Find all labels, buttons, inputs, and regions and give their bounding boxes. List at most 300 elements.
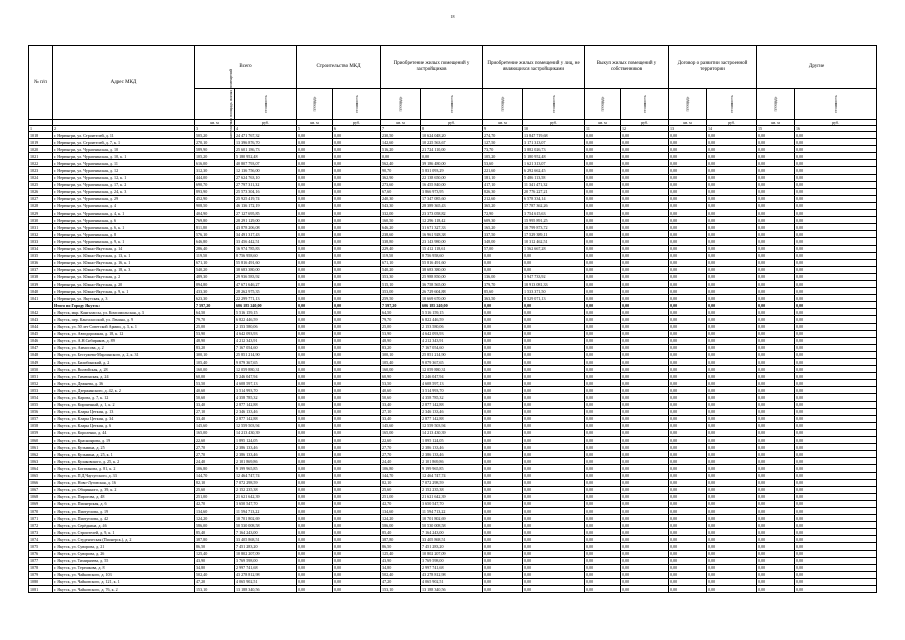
value-cell: 0,00	[795, 564, 877, 571]
value-cell: 0,00	[707, 181, 757, 188]
table-row	[29, 564, 877, 571]
value-cell: 12 059 880,31	[235, 366, 297, 373]
value-cell: 0,00	[483, 536, 523, 543]
table-row	[29, 586, 877, 593]
value-cell: 0,00	[585, 273, 621, 280]
value-cell: 0,00	[707, 571, 757, 578]
row-number: 1067	[29, 486, 53, 493]
value-cell: 27,70	[195, 444, 235, 451]
value-cell: 50 530 008,58	[421, 522, 483, 529]
table-row	[29, 252, 877, 259]
value-cell: 0,00	[297, 181, 333, 188]
value-cell: 21 724 110,00	[421, 146, 483, 153]
value-cell: 0,00	[669, 507, 707, 514]
value-cell: 0,00	[707, 167, 757, 174]
value-cell: 0,00	[297, 188, 333, 195]
value-cell: 0,00	[585, 486, 621, 493]
table-row	[29, 451, 877, 458]
value-cell: 332,00	[381, 210, 421, 217]
value-cell: 0,00	[585, 507, 621, 514]
column-number: 2	[53, 126, 195, 132]
value-cell: 0,00	[585, 408, 621, 415]
value-cell: 0,00	[621, 153, 669, 160]
value-cell: 0,00	[757, 316, 795, 323]
value-cell: 0,00	[621, 139, 669, 146]
value-cell: 0,00	[757, 536, 795, 543]
value-cell: 0,00	[585, 415, 621, 422]
table-row	[29, 153, 877, 160]
value-cell: 273,60	[381, 181, 421, 188]
value-cell: 0,00	[757, 444, 795, 451]
table-row	[29, 174, 877, 181]
value-cell: 0,00	[757, 366, 795, 373]
value-cell: 0,00	[483, 550, 523, 557]
value-cell: 0,00	[757, 337, 795, 344]
value-cell: 0,00	[757, 195, 795, 202]
address-cell: г. Нерюнгри, ул. Чурапчинская, д. 6	[53, 217, 195, 224]
column-number: 5	[297, 126, 333, 132]
value-cell: 0,00	[757, 174, 795, 181]
value-cell: 4 358 785,32	[235, 394, 297, 401]
value-cell: 10 701 802,69	[235, 515, 297, 522]
value-cell: 502,40	[381, 571, 421, 578]
value-cell: 144,70	[381, 472, 421, 479]
value-cell: 0,00	[795, 458, 877, 465]
value-cell: 0,00	[757, 465, 795, 472]
value-cell: 0,00	[585, 500, 621, 507]
address-cell: г. Якутск, ул. Кузьмина, д. 25	[53, 444, 195, 451]
value-cell: 0,00	[669, 359, 707, 366]
value-cell: 0,00	[669, 238, 707, 245]
value-cell: 0,00	[707, 500, 757, 507]
value-cell: 0,00	[333, 529, 381, 536]
subheader-area: площадь	[669, 89, 707, 120]
value-cell: 33 405 868,51	[421, 536, 483, 543]
value-cell: 5 516 159,15	[421, 309, 483, 316]
value-cell: 72,90	[483, 210, 523, 217]
value-cell: 0,00	[297, 210, 333, 217]
value-cell: 0,00	[585, 224, 621, 231]
value-cell: 0,00	[757, 273, 795, 280]
value-cell: 671,10	[381, 259, 421, 266]
row-number: 1050	[29, 366, 53, 373]
value-cell: 0,00	[707, 273, 757, 280]
value-cell: 0,00	[523, 408, 585, 415]
row-number: 1066	[29, 479, 53, 486]
unit-rub: руб.	[523, 120, 585, 126]
value-cell: 0,00	[757, 451, 795, 458]
value-cell: 0,00	[523, 550, 585, 557]
value-cell: 0,00	[707, 387, 757, 394]
table-row	[29, 543, 877, 550]
address-cell: г. Якутск, ул. Красноярова, д. 19	[53, 437, 195, 444]
value-cell: 48,90	[195, 337, 235, 344]
table-row	[29, 394, 877, 401]
value-cell: 0,00	[707, 536, 757, 543]
address-cell: г. Якутск, ул. Дежнева, д. 36	[53, 380, 195, 387]
value-cell: 0,00	[669, 188, 707, 195]
value-cell: 0,00	[523, 458, 585, 465]
value-cell: 0,00	[621, 167, 669, 174]
table-row	[29, 472, 877, 479]
value-cell: 5 180 952,48	[523, 153, 585, 160]
value-cell: 0,00	[297, 245, 333, 252]
value-cell: 0,00	[707, 174, 757, 181]
unit-m2: кв. м	[757, 120, 795, 126]
value-cell: 338,80	[381, 238, 421, 245]
value-cell: 11 594 713,22	[235, 507, 297, 514]
column-number: 9	[483, 126, 523, 132]
subheader-cost: стоимость	[707, 89, 757, 120]
value-cell: 0,00	[795, 515, 877, 522]
value-cell: 606 185 240,00	[421, 302, 483, 309]
value-cell: 0,00	[523, 344, 585, 351]
row-number: 1038	[29, 273, 53, 280]
address-cell: г. Якутск, ул. Билибинский, д. 2	[53, 359, 195, 366]
value-cell: 3 866 973,95	[421, 188, 483, 195]
value-cell: 0,00	[523, 401, 585, 408]
value-cell: 0,00	[707, 550, 757, 557]
value-cell: 0,00	[669, 252, 707, 259]
value-cell: 0,00	[707, 373, 757, 380]
value-cell: 55 816 491,60	[235, 259, 297, 266]
value-cell: 0,00	[333, 344, 381, 351]
value-cell: 38 683 380,00	[421, 266, 483, 273]
value-cell: 0,00	[333, 444, 381, 451]
row-number: 1051	[29, 373, 53, 380]
value-cell: 0,00	[795, 323, 877, 330]
value-cell: 0,00	[795, 493, 877, 500]
value-cell: 2 877 142,88	[235, 401, 297, 408]
value-cell: 0,00	[585, 280, 621, 287]
value-cell: 0,00	[757, 415, 795, 422]
value-cell: 0,00	[795, 586, 877, 593]
value-cell: 0,00	[669, 273, 707, 280]
value-cell: 0,00	[757, 280, 795, 287]
value-cell: 160,50	[381, 217, 421, 224]
value-cell: 0,00	[795, 153, 877, 160]
value-cell: 0,00	[621, 380, 669, 387]
value-cell: 0,00	[669, 202, 707, 209]
value-cell: 0,00	[669, 408, 707, 415]
value-cell: 5 486 113,58	[523, 174, 585, 181]
row-number: 1074	[29, 536, 53, 543]
address-cell: г. Якутск, ул. Терешкова, д. 8	[53, 564, 195, 571]
value-cell: 0,00	[707, 359, 757, 366]
value-cell: 165,20	[483, 224, 523, 231]
value-cell: 0,00	[669, 486, 707, 493]
value-cell: 0,00	[483, 366, 523, 373]
value-cell: 0,00	[333, 132, 381, 139]
value-cell: 13 396 876,70	[235, 139, 297, 146]
row-number: 1049	[29, 359, 53, 366]
value-cell: 0,00	[333, 557, 381, 564]
value-cell: 48,90	[381, 337, 421, 344]
value-cell: 0,00	[707, 160, 757, 167]
value-cell: 13 847 719,68	[523, 132, 585, 139]
value-cell: 22,60	[195, 437, 235, 444]
value-cell: 0,00	[297, 217, 333, 224]
value-cell: 0,00	[757, 586, 795, 593]
value-cell: 8 756 958,60	[235, 252, 297, 259]
value-cell: 145,60	[195, 422, 235, 429]
value-cell: 0,00	[523, 366, 585, 373]
table-row	[29, 266, 877, 273]
value-cell: 0,00	[707, 309, 757, 316]
value-cell: 0,00	[523, 578, 585, 585]
value-cell: 105,40	[195, 359, 235, 366]
value-cell: 0,00	[707, 195, 757, 202]
value-cell: 0,00	[585, 536, 621, 543]
value-cell: 2 877 142,88	[421, 415, 483, 422]
value-cell: 4 642 093,93	[421, 330, 483, 337]
value-cell: 0,00	[757, 288, 795, 295]
value-cell: 0,00	[669, 493, 707, 500]
row-number: 1052	[29, 380, 53, 387]
unit-rub: руб.	[235, 120, 297, 126]
value-cell: 0,00	[333, 146, 381, 153]
value-cell: 0,00	[621, 387, 669, 394]
table-row	[29, 437, 877, 444]
value-cell: 40 807 793,07	[235, 160, 297, 167]
value-cell: 259,50	[381, 295, 421, 302]
value-cell: 0,00	[585, 366, 621, 373]
value-cell: 0,00	[757, 302, 795, 309]
value-cell: 0,00	[757, 344, 795, 351]
value-cell: 27,10	[195, 408, 235, 415]
address-cell: г. Якутск, ул. Ново-Луговская, д. 16	[53, 479, 195, 486]
value-cell: 1 895 124,05	[235, 437, 297, 444]
address-cell: г. Нерюнгри, ул. Чурапчинская, д. 10	[53, 146, 195, 153]
value-cell: 353,30	[381, 273, 421, 280]
value-cell: 0,00	[297, 153, 333, 160]
value-cell: 0,00	[707, 302, 757, 309]
value-cell: 0,00	[757, 422, 795, 429]
value-cell: 64,50	[195, 309, 235, 316]
value-cell: 0,00	[707, 437, 757, 444]
address-cell: г. Якутск, ул. Короленко, д. 44	[53, 429, 195, 436]
value-cell: 0,00	[585, 288, 621, 295]
address-cell: г. Нерюнгри, ул. Южно-Якутская, д. 2	[53, 273, 195, 280]
value-cell: 0,00	[333, 394, 381, 401]
value-cell: 0,00	[621, 195, 669, 202]
table-row	[29, 507, 877, 514]
address-cell: г. Нерюнгри, ул. Южно-Якутская, д. 14	[53, 245, 195, 252]
value-cell: 0,00	[297, 337, 333, 344]
value-cell: 0,00	[333, 174, 381, 181]
value-cell: 125,40	[381, 550, 421, 557]
value-cell: 0,00	[585, 401, 621, 408]
value-cell: 0,00	[333, 359, 381, 366]
value-cell: 562,40	[381, 160, 421, 167]
value-cell: 0,00	[757, 295, 795, 302]
address-cell: г. Якутск, ул. Студенческая (Пионерск.), д. 2	[53, 536, 195, 543]
table-row	[29, 146, 877, 153]
table-row	[29, 571, 877, 578]
subheader-area: площадь	[757, 89, 795, 120]
value-cell: 0,00	[669, 437, 707, 444]
value-cell: 238,60	[381, 231, 421, 238]
value-cell: 0,00	[757, 550, 795, 557]
value-cell: 0,00	[523, 415, 585, 422]
value-cell: 0,00	[333, 373, 381, 380]
address-cell: г. Нерюнгри, ул. Строителей, д. 11	[53, 132, 195, 139]
value-cell: 0,00	[621, 543, 669, 550]
row-number: 1057	[29, 415, 53, 422]
value-cell: 3 171 313,07	[523, 139, 585, 146]
value-cell: 0,00	[669, 366, 707, 373]
header-total: Всего	[195, 46, 297, 89]
row-number: 1031	[29, 224, 53, 231]
value-cell: 0,00	[621, 337, 669, 344]
value-cell: 0,00	[757, 429, 795, 436]
column-number: 10	[523, 126, 585, 132]
value-cell: 0,00	[297, 323, 333, 330]
value-cell: 0,00	[757, 564, 795, 571]
value-cell: 0,00	[757, 139, 795, 146]
value-cell: 34,80	[381, 564, 421, 571]
value-cell: 0,00	[669, 330, 707, 337]
subheader-area: площадь	[483, 89, 523, 120]
value-cell: 0,00	[585, 181, 621, 188]
value-cell: 33,40	[381, 401, 421, 408]
row-number: 1021	[29, 153, 53, 160]
value-cell: 251,00	[195, 493, 235, 500]
address-cell: г. Нерюнгри, ул. Чурапчинская, д. 11	[53, 160, 195, 167]
table-row	[29, 132, 877, 139]
value-cell: 769,80	[195, 217, 235, 224]
value-cell: 0,00	[333, 280, 381, 287]
address-cell: г. Якутск, ул. Кузьмина, д. 25, к. 1	[53, 451, 195, 458]
value-cell: 0,00	[621, 344, 669, 351]
value-cell: 83,20	[381, 344, 421, 351]
value-cell: 0,00	[333, 401, 381, 408]
table-row	[29, 160, 877, 167]
value-cell: 0,00	[483, 422, 523, 429]
value-cell: 21 621 642,39	[235, 493, 297, 500]
value-cell: 12 464 747,74	[421, 472, 483, 479]
value-cell: 312,30	[195, 167, 235, 174]
value-cell: 543,30	[381, 202, 421, 209]
value-cell: 0,00	[621, 132, 669, 139]
table-row	[29, 578, 877, 585]
value-cell: 540,20	[381, 266, 421, 273]
value-cell: 0,00	[621, 401, 669, 408]
table-row	[29, 188, 877, 195]
value-cell: 0,00	[483, 458, 523, 465]
value-cell: 0,00	[585, 266, 621, 273]
table-row	[29, 351, 877, 358]
value-cell: 0,00	[297, 330, 333, 337]
value-cell: 0,00	[483, 302, 523, 309]
value-cell: 0,00	[523, 444, 585, 451]
value-cell: 690,70	[195, 181, 235, 188]
header-other: Другие	[757, 46, 877, 89]
value-cell: 0,00	[707, 238, 757, 245]
row-number: 1069	[29, 500, 53, 507]
subheader-cost: стоимость	[523, 89, 585, 120]
value-cell: 0,00	[483, 259, 523, 266]
value-cell: 0,00	[621, 550, 669, 557]
value-cell: 0,00	[795, 351, 877, 358]
table-row	[29, 529, 877, 536]
value-cell: 0,00	[483, 465, 523, 472]
value-cell: 0,00	[669, 181, 707, 188]
value-cell: 0,00	[585, 323, 621, 330]
value-cell: 0,00	[707, 295, 757, 302]
table-row	[29, 444, 877, 451]
value-cell: 0,00	[621, 437, 669, 444]
value-cell: 0,00	[483, 515, 523, 522]
value-cell: 0,00	[621, 351, 669, 358]
table-row	[29, 323, 877, 330]
value-cell: 0,00	[669, 586, 707, 593]
value-cell: 4 608 597,13	[235, 380, 297, 387]
value-cell: 0,00	[523, 323, 585, 330]
value-cell: 0,00	[669, 139, 707, 146]
value-cell: 0,00	[523, 500, 585, 507]
value-cell: 153,10	[381, 586, 421, 593]
subheader-cost: стоимость	[621, 89, 669, 120]
value-cell: 0,00	[757, 543, 795, 550]
value-cell: 0,00	[523, 586, 585, 593]
row-number: 1033	[29, 238, 53, 245]
value-cell: 136,00	[483, 273, 523, 280]
value-cell: 0,00	[795, 181, 877, 188]
value-cell: 53,90	[195, 330, 235, 337]
value-cell: 0,00	[621, 231, 669, 238]
row-number: 1048	[29, 351, 53, 358]
value-cell: 0,00	[421, 153, 483, 160]
address-cell: г. Якутск, ул. Автодорожная, д. 18, к. 12	[53, 330, 195, 337]
value-cell: 0,00	[707, 323, 757, 330]
value-cell: 0,00	[297, 273, 333, 280]
value-cell: 0,00	[333, 181, 381, 188]
value-cell: 0,00	[621, 160, 669, 167]
value-cell: 0,00	[707, 153, 757, 160]
value-cell: 0,00	[669, 210, 707, 217]
value-cell: 240,30	[381, 195, 421, 202]
value-cell: 50,60	[381, 394, 421, 401]
value-cell: 0,00	[585, 188, 621, 195]
address-cell: г. Нерюнгри, ул. Якутская, д. 3	[53, 295, 195, 302]
unit-rub: руб.	[333, 120, 381, 126]
row-number: 1060	[29, 437, 53, 444]
value-cell: 0,00	[621, 444, 669, 451]
value-cell: 10 225 563,67	[421, 139, 483, 146]
value-cell: 0,00	[669, 465, 707, 472]
value-cell: 6 578 334,14	[523, 195, 585, 202]
value-cell: 0,00	[757, 387, 795, 394]
row-number: 1036	[29, 259, 53, 266]
value-cell: 0,00	[621, 500, 669, 507]
value-cell: 0,00	[669, 224, 707, 231]
value-cell: 0,00	[333, 493, 381, 500]
table-row	[29, 387, 877, 394]
header-dev-contract: Договор о развитии застроенной территории	[669, 46, 757, 89]
value-cell: 0,00	[297, 564, 333, 571]
value-cell: 0,00	[621, 479, 669, 486]
value-cell: 0,00	[585, 210, 621, 217]
value-cell: 14 213 430,39	[421, 429, 483, 436]
value-cell: 0,00	[669, 571, 707, 578]
value-cell: 8 756 958,60	[421, 252, 483, 259]
value-cell: 12 559 503,94	[235, 422, 297, 429]
value-cell: 0,00	[707, 266, 757, 273]
value-cell: 0,00	[669, 415, 707, 422]
value-cell: 0,00	[707, 465, 757, 472]
value-cell: 36 758 565,00	[421, 280, 483, 287]
